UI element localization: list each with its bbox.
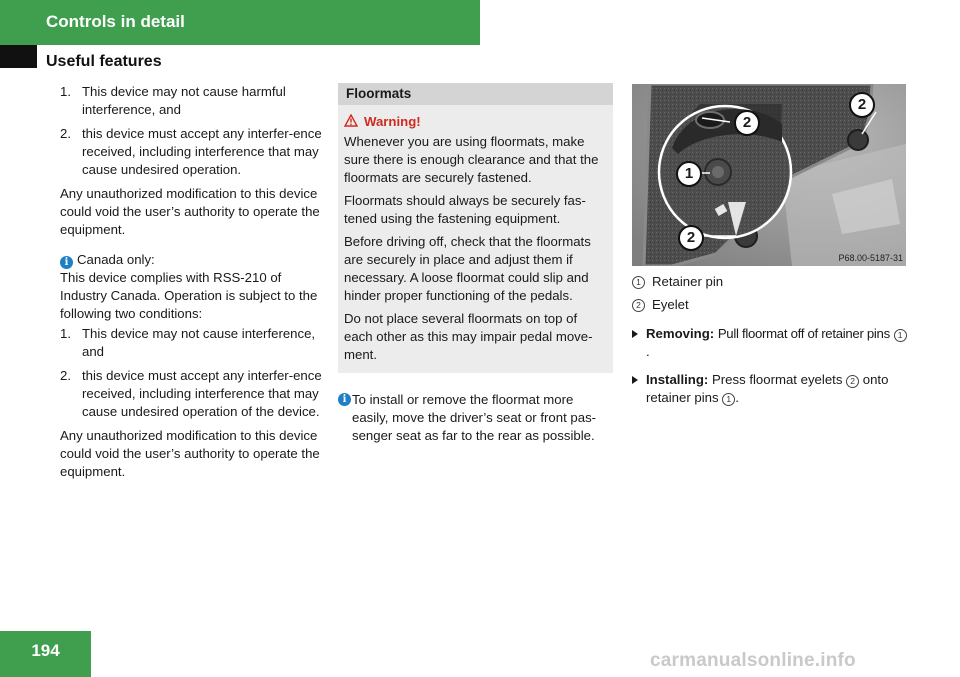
legend-item: 1 Retainer pin — [632, 273, 908, 291]
section-header — [0, 0, 480, 45]
floormats-heading: Floormats — [338, 83, 613, 105]
photo-code: P68.00-5187-31 — [838, 253, 903, 263]
conditions-list-2 — [60, 325, 326, 421]
callout-1: 1 — [676, 161, 702, 187]
page-number: 194 — [31, 641, 60, 660]
info-icon: i — [60, 256, 73, 269]
right-column — [632, 273, 908, 417]
paragraph: Any unauthorized modification to this device could void the user’s authority to operate the equipment. — [60, 428, 320, 479]
left-column — [60, 83, 326, 487]
subsection-title: Useful features — [46, 53, 162, 70]
tip-note: i To install or remove the floormat more easily, move the driver’s seat or front pas-senger seat as far to the rear as possible. — [338, 391, 613, 445]
conditions-list-1 — [60, 83, 326, 179]
warning-paragraph: Floormats should always be securely fas-tened using the fastening equipment. — [344, 193, 586, 226]
floormat-photo — [632, 84, 906, 266]
warning-triangle-icon — [344, 114, 358, 127]
warning-paragraph: Do not place several floormats on top of each other as this may impair pedal move-ment. — [344, 311, 593, 362]
removing-step: Removing: Pull floormat off of retainer pins 1. — [632, 325, 908, 361]
list-item: 1. This device may not cause harmful interference, and — [60, 84, 286, 117]
callout-2-top: 2 — [849, 92, 875, 118]
installing-step: Installing: Press floormat eyelets 2 onto retainer pins 1 . — [632, 371, 908, 407]
watermark: carmanualsonline.info — [650, 650, 856, 671]
warning-paragraph: Before driving off, check that the floormats are securely in place and adjust them if necessary. A loose floormat could slip and hinder proper functioning of the pedals. — [344, 234, 591, 303]
warning-title: Warning! — [344, 113, 607, 131]
callout-2-bottom: 2 — [678, 225, 704, 251]
info-icon: i — [338, 393, 351, 406]
note-text: This device complies with RSS-210 of Industry Canada. Operation is subject to the following two conditions: — [60, 270, 318, 321]
section-title: Controls in detail — [46, 12, 185, 31]
warning-box — [338, 105, 613, 373]
paragraph: Any unauthorized modification to this device could void the user’s authority to operate the equipment. — [60, 186, 320, 237]
legend-item: 2 Eyelet — [632, 296, 908, 314]
warning-paragraph: Whenever you are using floormats, make sure there is enough clearance and that the floormats are securely fastened. — [344, 134, 599, 185]
arrow-icon — [632, 376, 638, 384]
list-item: 2. this device must accept any interfer-ence received, including interference that may cause undesired operation of the device. — [60, 368, 322, 419]
list-item: 1. This device may not cause interference, and — [60, 326, 316, 359]
page-number-box — [0, 631, 91, 677]
canada-note: i Canada only: This device complies with RSS-210 of Industry Canada. Operation is subject to the following two conditions: — [60, 251, 326, 323]
callout-2-inner: 2 — [734, 110, 760, 136]
subsection-marker — [0, 45, 37, 68]
arrow-icon — [632, 330, 638, 338]
middle-column — [338, 83, 613, 445]
list-item: 2. this device must accept any interfer-ence received, including interference that may cause undesired operation. — [60, 126, 322, 177]
